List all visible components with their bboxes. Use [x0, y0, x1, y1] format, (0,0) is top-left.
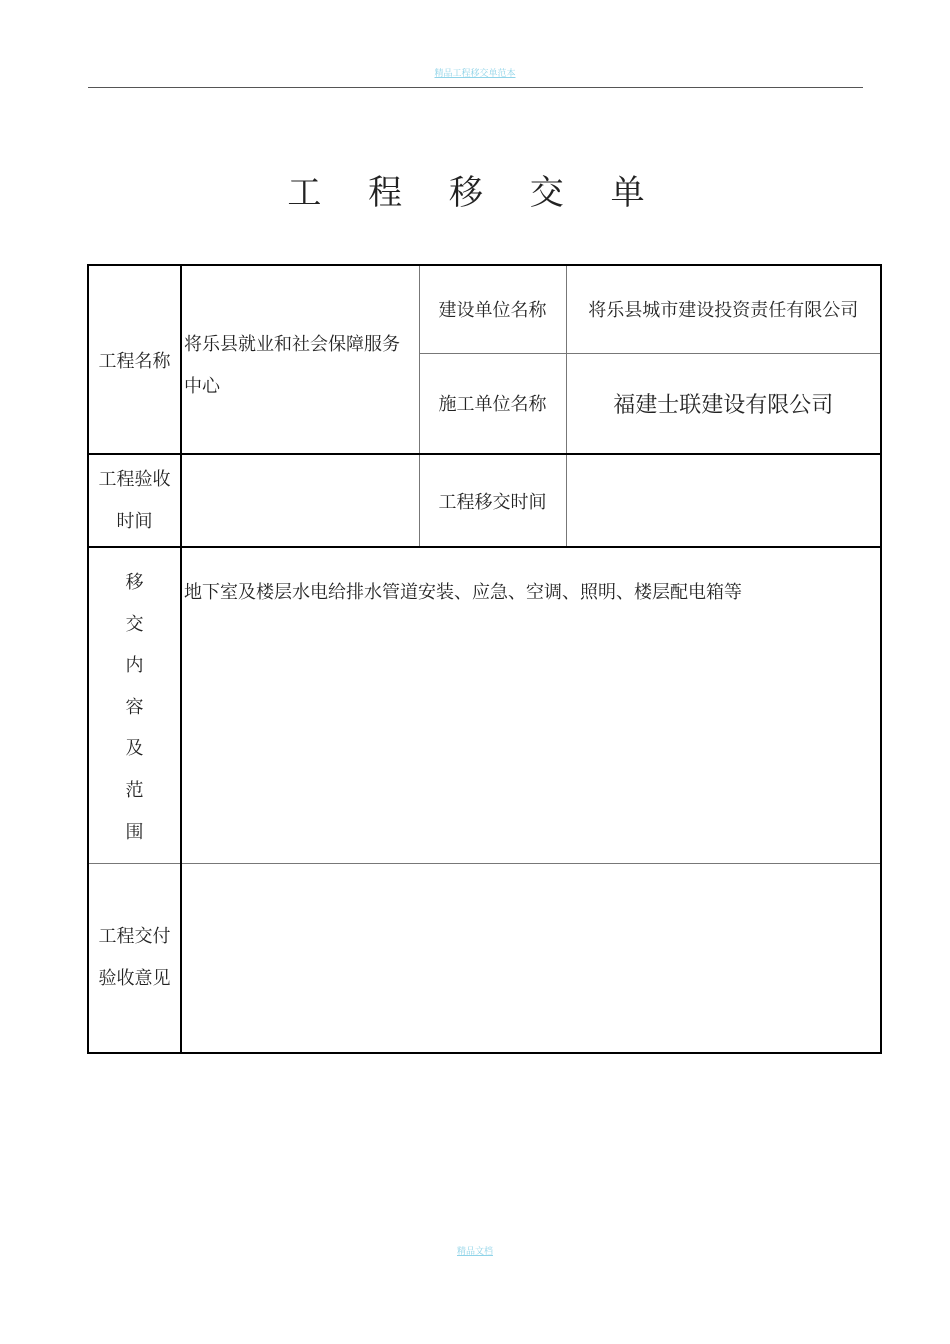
handover-time-label: 工程移交时间: [438, 491, 547, 513]
page-title: 工 程 移 交 单: [287, 173, 663, 213]
scope-label-char: 及: [125, 738, 144, 760]
handover-time-value-cell: [566, 454, 881, 547]
footer-page-text: 精品文档: [456, 1247, 493, 1257]
project-name-label: 工程名称: [98, 350, 171, 372]
scope-label-char: 围: [125, 821, 144, 843]
contractor-label-cell: [419, 353, 566, 454]
header-rule: [88, 87, 863, 88]
project-name-value-line1: 将乐县就业和社会保障服务: [184, 334, 400, 355]
scope-label-char: 容: [125, 696, 144, 718]
opinion-label-line2: 验收意见: [98, 967, 171, 989]
opinion-label-line1: 工程交付: [98, 925, 171, 947]
contractor-value: 福建士联建设有限公司: [613, 392, 834, 418]
acceptance-time-value-cell: [181, 454, 419, 547]
builder-label-cell: [419, 265, 566, 353]
acceptance-time-label-line1: 工程验收: [98, 468, 171, 490]
acceptance-time-label-cell: [88, 454, 181, 547]
scope-label-cell: [88, 547, 181, 863]
opinion-label-cell: [88, 863, 181, 1053]
contractor-label: 施工单位名称: [438, 394, 547, 416]
project-name-value-line2: 中心: [184, 376, 220, 397]
scope-label-char: 范: [125, 779, 144, 801]
handover-time-label-cell: [419, 454, 566, 547]
builder-value-cell: [566, 265, 881, 353]
project-name-label-cell: [88, 265, 181, 454]
header-watermark: 精品工程移交单范本: [434, 69, 516, 79]
project-name-value-cell: [181, 265, 419, 454]
scope-label-char: 内: [125, 655, 144, 677]
contractor-value-cell: [566, 353, 881, 454]
builder-value: 将乐县城市建设投资责任有限公司: [588, 300, 859, 322]
scope-label-char: 交: [125, 613, 144, 635]
builder-label: 建设单位名称: [438, 300, 547, 322]
scope-label-char: 移: [125, 572, 144, 593]
scope-value-cell: [181, 547, 881, 863]
scope-value: 地下室及楼层水电给排水管道安装、应急、空调、照明、楼层配电箱等: [184, 582, 742, 603]
opinion-value-cell: [181, 863, 881, 1053]
handover-form-table: [87, 264, 882, 1054]
acceptance-time-label-line2: 时间: [116, 510, 153, 532]
